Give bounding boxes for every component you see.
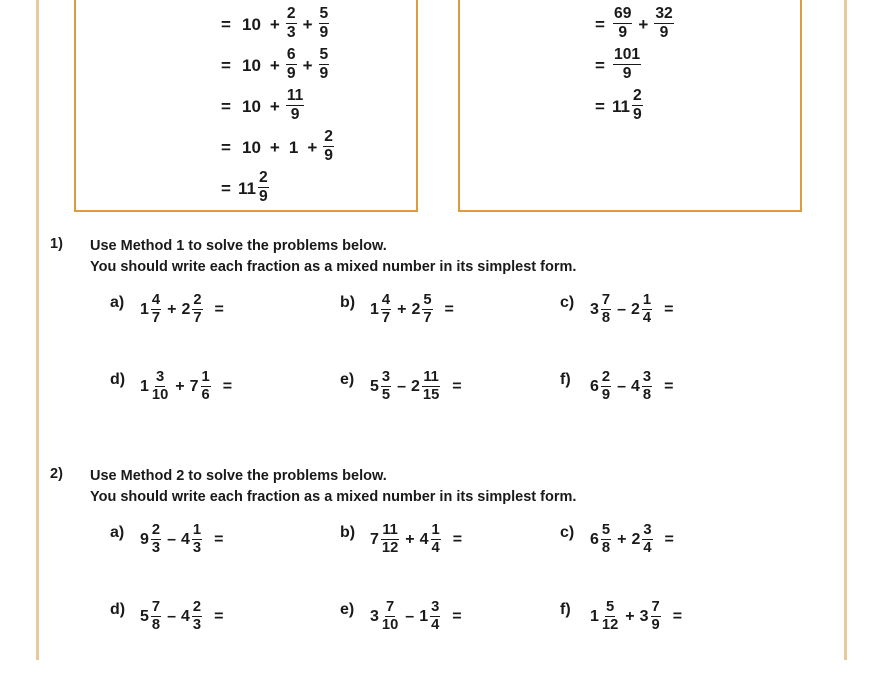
- operand-left: [370, 371, 392, 403]
- fraction-numerator: 11: [382, 522, 398, 539]
- fraction-numerator: 5: [606, 599, 615, 616]
- operand-right: [181, 524, 203, 556]
- fraction-numerator: 32: [655, 5, 673, 23]
- mixed-number-fraction: [430, 600, 440, 632]
- fraction-numerator: 2: [632, 87, 642, 105]
- mixed-number-whole: 9: [140, 531, 149, 549]
- operator: +: [302, 14, 313, 34]
- operand-left: [140, 601, 162, 633]
- section-2-instruction-line-2: You should write each fraction as a mixed number in its simplest form.: [90, 488, 577, 505]
- method-1-example-box: [74, 0, 418, 212]
- fraction-denominator: 8: [642, 386, 652, 403]
- problem-expression: [590, 371, 673, 403]
- mixed-number-whole: 1: [140, 301, 149, 319]
- problem-row: [0, 524, 880, 601]
- equals-sign: =: [595, 96, 605, 116]
- problem-label: f): [560, 371, 571, 389]
- mixed-number-whole: 3: [639, 608, 649, 626]
- problem-b[interactable]: [340, 524, 560, 601]
- fraction-denominator: 12: [381, 539, 399, 556]
- fraction-denominator: 9: [290, 106, 300, 123]
- section-1-problem-grid: [0, 294, 880, 448]
- mixed-number-whole: 2: [631, 531, 641, 549]
- mixed-number-fraction: [642, 523, 652, 555]
- fraction-denominator: 9: [622, 65, 632, 82]
- fraction-denominator: 3: [286, 24, 296, 41]
- fraction: [654, 6, 673, 40]
- problem-label: e): [340, 601, 355, 619]
- working-expression: [612, 48, 642, 82]
- working-line: [460, 45, 800, 86]
- fraction-denominator: 4: [431, 539, 440, 556]
- equals-sign: =: [221, 55, 231, 75]
- fraction-numerator: 7: [151, 599, 161, 616]
- mixed-number-fraction: [201, 370, 211, 402]
- fraction: [319, 47, 330, 81]
- operand-left: [590, 601, 620, 633]
- problem-expression: [140, 601, 223, 633]
- fraction-denominator: 7: [381, 309, 391, 326]
- fraction-denominator: 9: [258, 188, 268, 205]
- problem-expression: [370, 371, 462, 403]
- operator: –: [397, 378, 406, 396]
- operator: +: [269, 96, 280, 116]
- operand-left: [370, 601, 400, 633]
- operator: +: [269, 55, 280, 75]
- fraction-denominator: 7: [423, 309, 432, 326]
- operator: +: [625, 608, 635, 626]
- mixed-number-fraction: [151, 293, 161, 325]
- mixed-number-fraction: [632, 88, 643, 122]
- fraction-numerator: 5: [601, 522, 611, 539]
- fraction-numerator: 3: [431, 599, 440, 616]
- mixed-number-whole: 4: [181, 531, 190, 549]
- operand-right: [419, 601, 441, 633]
- fraction-denominator: 8: [601, 539, 611, 556]
- fraction-numerator: 2: [601, 369, 611, 386]
- number: 1: [288, 137, 299, 157]
- problem-label: b): [340, 524, 356, 542]
- operator: –: [617, 301, 626, 319]
- mixed-number-fraction: [258, 170, 269, 204]
- equals-sign: =: [664, 531, 674, 549]
- number: 10: [242, 96, 261, 116]
- fraction-numerator: 7: [601, 292, 611, 309]
- mixed-number-whole: 1: [590, 608, 599, 626]
- operand-left: [590, 524, 612, 556]
- problem-e[interactable]: [340, 371, 560, 448]
- problem-expression: [590, 601, 682, 633]
- operand-right: [420, 524, 442, 556]
- equals-sign: =: [214, 608, 224, 626]
- fraction-numerator: 7: [651, 599, 660, 616]
- mixed-number-fraction: [642, 293, 652, 325]
- mixed-number-whole: 1: [370, 301, 379, 319]
- operand-right: [631, 371, 653, 403]
- mixed-number-whole: 5: [140, 608, 149, 626]
- problem-expression: [590, 294, 673, 326]
- section-2-problem-grid: [0, 524, 880, 678]
- section-2-instructions: [90, 466, 576, 507]
- problem-expression: [370, 294, 454, 326]
- fraction-denominator: 9: [286, 65, 296, 82]
- fraction-numerator: 101: [614, 46, 641, 64]
- method-2-working: [460, 4, 800, 127]
- problem-expression: [590, 524, 674, 556]
- problem-expression: [370, 524, 462, 556]
- operator: –: [405, 608, 415, 626]
- fraction-numerator: 1: [192, 522, 202, 539]
- fraction-numerator: 1: [201, 369, 210, 386]
- problem-a[interactable]: [110, 524, 340, 601]
- working-line: [460, 4, 800, 45]
- fraction-denominator: 3: [151, 539, 161, 556]
- fraction-numerator: 1: [431, 522, 440, 539]
- operator: +: [269, 137, 280, 157]
- mixed-number-fraction: [151, 600, 161, 632]
- operand-right: [181, 601, 203, 633]
- number: 10: [242, 14, 261, 34]
- operator: –: [167, 608, 176, 626]
- mixed-number-whole: 6: [590, 378, 599, 396]
- problem-label: c): [560, 294, 575, 312]
- problem-label: d): [110, 371, 126, 389]
- working-line: [76, 127, 416, 168]
- fraction-denominator: 9: [319, 24, 329, 41]
- equals-sign: =: [595, 14, 605, 34]
- problem-d[interactable]: [110, 371, 340, 448]
- fraction-numerator: 11: [423, 369, 439, 386]
- mixed-number-fraction: [192, 293, 202, 325]
- mixed-number-whole: 4: [631, 378, 640, 396]
- mixed-number-whole: 6: [590, 531, 599, 549]
- mixed-number-fraction: [642, 370, 652, 402]
- fraction-numerator: 7: [386, 599, 395, 616]
- operand-left: [370, 294, 392, 326]
- section-2-instruction-line-1: Use Method 2 to solve the problems below.: [90, 468, 387, 484]
- problem-label: b): [340, 294, 356, 312]
- fraction: [319, 6, 330, 40]
- problem-label: a): [110, 524, 125, 542]
- fraction-denominator: 7: [151, 309, 161, 326]
- problem-expression: [140, 524, 223, 556]
- equals-sign: =: [664, 378, 674, 396]
- fraction-denominator: 10: [151, 386, 169, 403]
- problem-expression: [140, 294, 224, 326]
- operand-left: [590, 371, 612, 403]
- mixed-number: [612, 89, 644, 123]
- mixed-number-fraction: [422, 293, 432, 325]
- operand-right: [181, 294, 203, 326]
- equals-sign: =: [221, 178, 231, 198]
- fraction-denominator: 9: [601, 386, 611, 403]
- mixed-number-fraction: [601, 600, 619, 632]
- fraction: [613, 47, 641, 81]
- fraction-numerator: 2: [193, 292, 202, 309]
- fraction-denominator: 9: [651, 616, 660, 633]
- problem-label: c): [560, 524, 575, 542]
- method-1-working: [76, 4, 416, 209]
- fraction-denominator: 9: [618, 24, 628, 41]
- operand-left: [140, 524, 162, 556]
- fraction-numerator: 3: [156, 369, 165, 386]
- problem-expression: [370, 601, 462, 633]
- operand-right: [640, 601, 662, 633]
- working-line: [76, 45, 416, 86]
- mixed-number-fraction: [601, 370, 611, 402]
- working-expression: [238, 89, 305, 123]
- operator: +: [302, 55, 313, 75]
- working-expression: [612, 7, 675, 41]
- mixed-number-whole: 1: [419, 608, 429, 626]
- fraction-denominator: 4: [643, 539, 652, 556]
- mixed-number-fraction: [601, 293, 611, 325]
- mixed-number-fraction: [431, 523, 441, 555]
- fraction-numerator: 3: [642, 369, 652, 386]
- operator: +: [397, 301, 407, 319]
- equals-sign: =: [221, 14, 231, 34]
- fraction-denominator: 6: [201, 386, 210, 403]
- fraction-denominator: 7: [193, 309, 202, 326]
- mixed-number-fraction: [151, 523, 161, 555]
- operand-left: [370, 524, 400, 556]
- working-expression: [238, 171, 270, 205]
- operator: –: [167, 531, 176, 549]
- fraction-denominator: 4: [642, 309, 652, 326]
- fraction: [323, 129, 334, 163]
- mixed-number-fraction: [381, 293, 391, 325]
- fraction-numerator: 5: [319, 5, 329, 23]
- problem-row: [0, 601, 880, 678]
- problem-a[interactable]: [110, 294, 340, 371]
- problem-b[interactable]: [340, 294, 560, 371]
- fraction-numerator: 3: [381, 369, 391, 386]
- problem-row: [0, 294, 880, 371]
- fraction: [613, 6, 632, 40]
- fraction-numerator: 2: [258, 169, 268, 187]
- problem-f[interactable]: [560, 371, 790, 448]
- question-section-1: [0, 236, 880, 448]
- equals-sign: =: [444, 301, 454, 319]
- problem-c[interactable]: [560, 524, 790, 601]
- equals-sign: =: [672, 608, 683, 626]
- mixed-number-whole: 5: [370, 378, 379, 396]
- working-line: [76, 4, 416, 45]
- fraction: [286, 47, 297, 81]
- section-1-number: 1): [50, 236, 63, 252]
- mixed-number-whole: 7: [189, 378, 199, 396]
- fraction-numerator: 5: [423, 292, 432, 309]
- section-1-instruction-line-2: You should write each fraction as a mixed number in its simplest form.: [90, 258, 577, 275]
- mixed-number-fraction: [151, 370, 169, 402]
- mixed-number-whole: 3: [590, 301, 599, 319]
- fraction-denominator: 9: [324, 147, 333, 164]
- fraction-numerator: 2: [151, 522, 161, 539]
- method-2-example-box: [458, 0, 802, 212]
- mixed-number-whole: 2: [411, 378, 420, 396]
- equals-sign: =: [595, 55, 605, 75]
- fraction-numerator: 2: [324, 128, 333, 146]
- problem-label: e): [340, 371, 355, 389]
- fraction-denominator: 3: [192, 616, 202, 633]
- operand-left: [140, 371, 170, 403]
- operand-right: [411, 294, 433, 326]
- fraction-denominator: 9: [659, 24, 669, 41]
- operand-left: [140, 294, 162, 326]
- operator: +: [617, 531, 627, 549]
- problem-label: d): [110, 601, 126, 619]
- fraction-denominator: 10: [381, 616, 399, 633]
- fraction-numerator: 69: [614, 5, 632, 23]
- operand-right: [631, 294, 653, 326]
- mixed-number: [238, 171, 270, 205]
- operator: +: [167, 301, 177, 319]
- fraction: [286, 6, 297, 40]
- equals-sign: =: [214, 531, 224, 549]
- operand-right: [631, 524, 653, 556]
- operator: –: [617, 378, 626, 396]
- equals-sign: =: [222, 378, 233, 396]
- operator: +: [307, 137, 318, 157]
- problem-label: a): [110, 294, 125, 312]
- equals-sign: =: [664, 301, 674, 319]
- working-expression: [238, 130, 335, 164]
- problem-f[interactable]: [560, 601, 790, 678]
- operator: +: [269, 14, 280, 34]
- problem-d[interactable]: [110, 601, 340, 678]
- mixed-number-fraction: [381, 370, 391, 402]
- fraction-denominator: 9: [319, 65, 329, 82]
- equals-sign: =: [452, 608, 462, 626]
- fraction-denominator: 12: [601, 616, 619, 633]
- fraction-numerator: 5: [319, 46, 329, 64]
- fraction-numerator: 6: [286, 46, 296, 64]
- fraction-numerator: 2: [192, 599, 202, 616]
- section-2-number: 2): [50, 466, 63, 482]
- mixed-number-whole: 11: [612, 96, 630, 116]
- fraction-denominator: 5: [381, 386, 391, 403]
- fraction-denominator: 3: [192, 539, 202, 556]
- mixed-number-whole: 11: [238, 178, 256, 198]
- fraction-numerator: 1: [642, 292, 652, 309]
- fraction-denominator: 4: [431, 616, 440, 633]
- operand-left: [590, 294, 612, 326]
- fraction-numerator: 4: [151, 292, 161, 309]
- section-1-heading: [0, 236, 880, 277]
- fraction-denominator: 15: [422, 386, 440, 403]
- mixed-number-fraction: [192, 600, 202, 632]
- fraction-denominator: 8: [601, 309, 611, 326]
- mixed-number-fraction: [381, 523, 399, 555]
- mixed-number-fraction: [601, 523, 611, 555]
- fraction-numerator: 11: [286, 87, 304, 105]
- number: 10: [242, 55, 261, 75]
- problem-expression: [140, 371, 232, 403]
- operand-right: [190, 371, 212, 403]
- mixed-number-whole: 1: [140, 378, 149, 396]
- mixed-number-fraction: [192, 523, 202, 555]
- mixed-number-whole: 7: [370, 531, 379, 549]
- operator: +: [638, 14, 649, 34]
- operator: +: [405, 531, 415, 549]
- fraction-denominator: 9: [632, 106, 642, 123]
- equals-sign: =: [452, 378, 462, 396]
- operator: +: [175, 378, 185, 396]
- problem-e[interactable]: [340, 601, 560, 678]
- mixed-number-whole: 3: [370, 608, 379, 626]
- question-section-2: [0, 466, 880, 678]
- problem-c[interactable]: [560, 294, 790, 371]
- operand-right: [411, 371, 441, 403]
- working-line: [76, 168, 416, 209]
- section-2-heading: [0, 466, 880, 507]
- mixed-number-whole: 2: [631, 301, 640, 319]
- mixed-number-fraction: [422, 370, 440, 402]
- equals-sign: =: [452, 531, 463, 549]
- fraction-numerator: 2: [286, 5, 296, 23]
- mixed-number-whole: 4: [419, 531, 429, 549]
- mixed-number-whole: 4: [181, 608, 190, 626]
- working-line: [460, 86, 800, 127]
- equals-sign: =: [214, 301, 224, 319]
- number: 10: [242, 137, 261, 157]
- working-expression: [612, 89, 644, 123]
- working-line: [76, 86, 416, 127]
- section-1-instruction-line-1: Use Method 1 to solve the problems below.: [90, 238, 387, 254]
- problem-row: [0, 371, 880, 448]
- working-expression: [238, 7, 330, 41]
- section-1-instructions: [90, 236, 576, 277]
- working-expression: [238, 48, 330, 82]
- mixed-number-fraction: [651, 600, 661, 632]
- fraction-denominator: 8: [151, 616, 161, 633]
- problem-label: f): [560, 601, 571, 619]
- equals-sign: =: [221, 96, 231, 116]
- fraction-numerator: 3: [643, 522, 652, 539]
- fraction: [286, 88, 305, 122]
- equals-sign: =: [221, 137, 231, 157]
- fraction-numerator: 4: [381, 292, 391, 309]
- mixed-number-whole: 2: [181, 301, 191, 319]
- mixed-number-fraction: [381, 600, 399, 632]
- mixed-number-whole: 2: [411, 301, 421, 319]
